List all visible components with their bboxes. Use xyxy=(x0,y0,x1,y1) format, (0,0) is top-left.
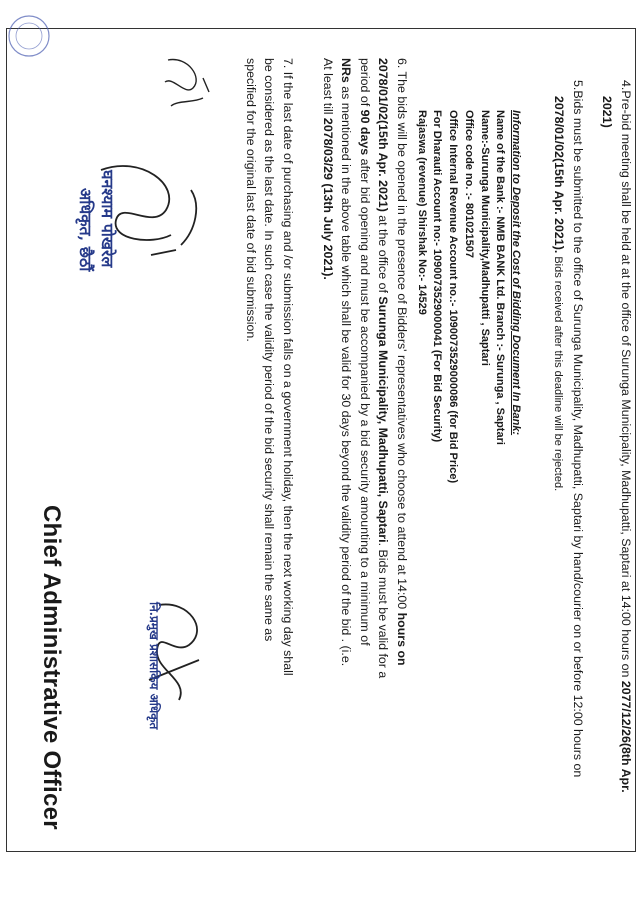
initial-signature-icon xyxy=(153,48,223,118)
bank-information xyxy=(413,110,523,483)
item-7-line: 7. If the last date of purchasing and /or submission falls on a government holiday, then the next working day shall xyxy=(281,58,295,676)
signatory-title: Chief Administrative Officer xyxy=(38,505,65,830)
item-6-hours: hours on xyxy=(395,612,409,666)
official-stamp-left xyxy=(74,170,118,271)
bank-line: Name:-Surunga Municipality,Madhupatti , Saptari xyxy=(478,110,491,366)
item-6-currency: NRs xyxy=(339,58,354,83)
item-6-text: . Bids must be valid for a xyxy=(376,542,391,679)
stamp-name: घनश्याम पोखरेल xyxy=(98,170,117,268)
bank-line: Office code no. :- 801021507 xyxy=(462,110,475,258)
item-6-validity: 90 days xyxy=(358,109,372,156)
item-4-text: 4.Pre-bid meeting shall be held at at the office of Surunga Municipality, Madhupatti, Saptari at 14:00 hours on xyxy=(619,80,633,681)
item-6-text: as mentioned in the above table which shall be valid for 30 days beyond the validity period of the bid . (i.e. xyxy=(339,82,354,667)
item-6-office: Surunga Municipality, Madhupatti, Saptari xyxy=(376,296,391,543)
item-6-security-date: 2078/03/29 (13th July 2021). xyxy=(321,117,335,280)
item-7-line: be considered as the last date. In such case the validity period of the bid security shall remain the same as xyxy=(262,58,277,642)
item-4-prebid-meeting xyxy=(598,80,635,793)
item-6-opening-date: 2078/01/02(15th Apr. 2021) xyxy=(376,58,391,212)
item-5-line-1: 5.Bids must be submitted to the office of Surunga Municipality, Madhupatti, Saptari by hand/courier on or before 12:00 hours on xyxy=(571,80,585,778)
item-4-year: 2021) xyxy=(600,96,615,128)
item-6-bid-opening xyxy=(319,58,412,678)
item-4-date: 2077/12/26(8th Apr. xyxy=(619,680,633,793)
item-5-bid-submission xyxy=(549,80,587,777)
item-6-text: after bid opening and must be accompanied by a bid security amounting to a minimum of xyxy=(358,155,372,646)
item-5-deadline: 2078/01/02(15th Apr. 2021). xyxy=(552,96,567,254)
bank-line: For Dharauti Account no:- 1090073529000041 (For Bid Security) xyxy=(431,110,444,443)
item-6-line-1: 6. The bids will be opened in the presence of Bidders' representatives who choose to attend at 14:00 xyxy=(395,58,409,613)
bank-line: Name of the Bank :- NMB BANK Ltd. Branch :- Surunga , Saptari xyxy=(494,110,507,445)
bank-line: Rajaswa (revenue) Shirshak No:- 14529 xyxy=(415,110,428,315)
corner-stamp-icon xyxy=(5,12,53,60)
official-stamp-right: नि.प्रमुख प्रशासकिय अधिकृत xyxy=(147,602,161,730)
item-7-line: specified for the original last date of bid submission. xyxy=(244,58,258,342)
item-6-text: At least till xyxy=(321,58,335,118)
item-6-text: at the office of xyxy=(376,211,391,297)
bank-line: Office Internal Revenue Account no.:- 1090073529000086 (for Bid Price) xyxy=(447,110,460,484)
item-7-holiday-clause xyxy=(242,58,298,676)
stamp-title: अधिकृत, छैठौं xyxy=(76,188,95,272)
item-5-rejection: Bids received after this deadline will be rejected. xyxy=(552,253,565,492)
bank-heading: Information to Deposit the Cost of Bidding Document In Bank: xyxy=(510,110,522,436)
item-6-text: period of xyxy=(358,58,372,110)
